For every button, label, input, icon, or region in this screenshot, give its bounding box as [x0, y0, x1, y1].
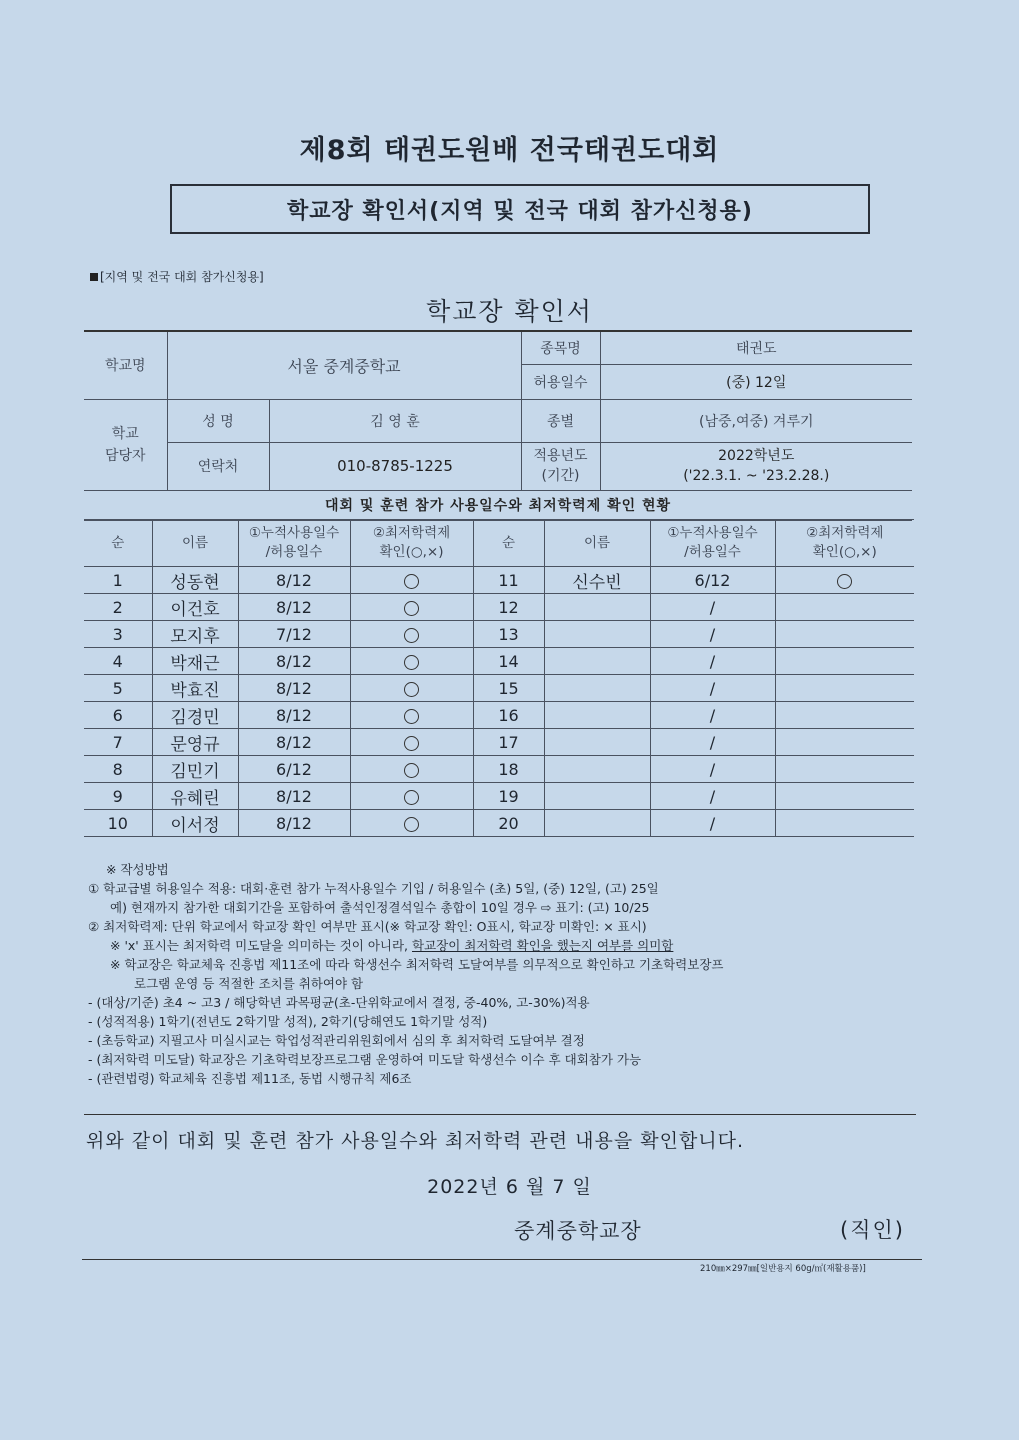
confirm-mark: [775, 675, 914, 702]
days-used: /: [650, 594, 775, 621]
row-no: 15: [473, 675, 544, 702]
header-no: 순: [84, 520, 152, 567]
confirm-mark: [775, 567, 914, 594]
days-used: 7/12: [238, 621, 350, 648]
detail-3: - (초등학교) 지필고사 미실시교는 학업성적관리위원회에서 심의 후 최저학력 도달여부 결정: [88, 1033, 585, 1048]
school-label: 학교명: [84, 331, 167, 399]
row-no: 4: [84, 648, 152, 675]
student-name: [544, 594, 650, 621]
detail-2: - (성적적용) 1학기(전년도 2학기말 성적), 2학기(당해연도 1학기말 성적): [88, 1014, 488, 1029]
row-no: 7: [84, 729, 152, 756]
allowed-days-label: 허용일수: [521, 364, 600, 399]
confirm-mark: [350, 702, 473, 729]
row-no: 2: [84, 594, 152, 621]
note-2a: [88, 936, 928, 955]
student-name: [544, 675, 650, 702]
confirm-mark: [775, 621, 914, 648]
circle-mark-icon: [404, 736, 419, 751]
confirm-mark: [350, 783, 473, 810]
circle-mark-icon: [404, 682, 419, 697]
name-value: 김 영 훈: [269, 399, 521, 442]
confirm-mark: [775, 783, 914, 810]
note-2b: ※ 학교장은 학교체육 진흥법 제11조에 따라 학생선수 최저학력 도달여부를 의무적으로 확인하고 기초학력보장프: [110, 957, 724, 972]
header-name-2: 이름: [544, 520, 650, 567]
row-no: 14: [473, 648, 544, 675]
table-row: [84, 594, 914, 621]
confirm-mark: [775, 594, 914, 621]
row-no: 16: [473, 702, 544, 729]
days-used: /: [650, 675, 775, 702]
confirm-mark: [350, 729, 473, 756]
confirm-mark: [775, 756, 914, 783]
note-2b-cont: 로그램 운영 등 적절한 조치를 취하여야 함: [134, 976, 364, 991]
confirm-mark: [775, 729, 914, 756]
circle-mark-icon: [404, 574, 419, 589]
row-no: 17: [473, 729, 544, 756]
paper-spec: 210㎜×297㎜[일반용지 60g/㎡(재활용품)]: [700, 1264, 866, 1274]
student-name: [544, 783, 650, 810]
row-no: 18: [473, 756, 544, 783]
divider: [84, 1114, 916, 1115]
circle-mark-icon: [404, 601, 419, 616]
table-row: [84, 702, 914, 729]
header-confirm-2: ②최저학력제 확인(○,×): [775, 520, 914, 567]
student-name: 김민기: [152, 756, 238, 783]
student-name: 이서정: [152, 810, 238, 837]
student-name: 이건호: [152, 594, 238, 621]
student-name: 박재근: [152, 648, 238, 675]
period-value: ('22.3.1. ~ '23.2.28.): [683, 468, 830, 484]
confirm-mark: [350, 594, 473, 621]
student-name: 김경민: [152, 702, 238, 729]
student-name: 박효진: [152, 675, 238, 702]
days-used: /: [650, 621, 775, 648]
document-title: 제8회 태권도원배 전국태권도대회: [299, 135, 720, 166]
event-label: 종목명: [521, 331, 600, 364]
allowed-days-value: (중) 12일: [600, 364, 912, 399]
name-label: 성 명: [167, 399, 269, 442]
row-no: 8: [84, 756, 152, 783]
student-name: 문영규: [152, 729, 238, 756]
detail-4: - (최저학력 미도달) 학교장은 기초학력보장프로그램 운영하여 미도달 학생선수 이수 후 대회참가 가능: [88, 1052, 642, 1067]
student-name: [544, 702, 650, 729]
row-no: 6: [84, 702, 152, 729]
days-used: 8/12: [238, 810, 350, 837]
school-value: 서울 중계중학교: [167, 331, 521, 399]
confirm-mark: [350, 648, 473, 675]
note-2a-prefix: ※ 'x' 표시는 최저학력 미도달을 의미하는 것이 아니라,: [110, 938, 413, 953]
days-used: /: [650, 702, 775, 729]
note-1: ① 학교급별 허용일수 적용: 대회·훈련 참가 누적사용일수 기입 / 허용일수 (초) 5일, (중) 12일, (고) 25일: [88, 881, 659, 896]
circle-mark-icon: [404, 763, 419, 778]
square-bullet-icon: [90, 273, 98, 281]
notes-heading: ※ 작성방법: [106, 862, 169, 877]
status-title: 대회 및 훈련 참가 사용일수와 최저학력제 확인 현황: [84, 490, 912, 520]
circle-mark-icon: [404, 817, 419, 832]
detail-5: - (관련법령) 학교체육 진흥법 제11조, 동법 시행규칙 제6조: [88, 1071, 412, 1086]
table-row: [84, 810, 914, 837]
table-row: [84, 729, 914, 756]
confirm-mark: [350, 567, 473, 594]
days-used: /: [650, 783, 775, 810]
row-no: 20: [473, 810, 544, 837]
table-row: [84, 783, 914, 810]
confirm-mark: [350, 621, 473, 648]
header-name: 이름: [152, 520, 238, 567]
event-value: 태권도: [600, 331, 912, 364]
days-used: 8/12: [238, 648, 350, 675]
confirm-mark: [350, 675, 473, 702]
table-row: [84, 675, 914, 702]
table-row: [84, 621, 914, 648]
student-name: [544, 756, 650, 783]
date-text: 2022년 6 월 7 일: [427, 1176, 592, 1198]
manager-label: 학교 담당자: [84, 399, 167, 490]
student-name: [544, 621, 650, 648]
days-used: 8/12: [238, 783, 350, 810]
row-no: 13: [473, 621, 544, 648]
principal-name: 중계중학교장: [514, 1219, 642, 1243]
row-no: 9: [84, 783, 152, 810]
days-used: /: [650, 648, 775, 675]
days-used: /: [650, 810, 775, 837]
confirm-mark: [350, 756, 473, 783]
row-no: 10: [84, 810, 152, 837]
row-no: 19: [473, 783, 544, 810]
days-used: 8/12: [238, 702, 350, 729]
confirm-mark: [350, 810, 473, 837]
confirm-mark: [775, 648, 914, 675]
note-2: ② 최저학력제: 단위 학교에서 학교장 확인 여부만 표시(※ 학교장 확인: O표시, 학교장 미확인: × 표시): [88, 919, 647, 934]
student-name: [544, 729, 650, 756]
contact-label: 연락처: [167, 442, 269, 490]
circle-mark-icon: [404, 628, 419, 643]
year-label: 적용년도 (기간): [521, 442, 600, 490]
row-no: 3: [84, 621, 152, 648]
row-no: 5: [84, 675, 152, 702]
table-row: [84, 756, 914, 783]
circle-mark-icon: [404, 790, 419, 805]
student-name: [544, 810, 650, 837]
days-used: 8/12: [238, 594, 350, 621]
status-table: [84, 519, 914, 837]
days-used: /: [650, 756, 775, 783]
type-value: (남중,여중) 겨루기: [600, 399, 912, 442]
days-used: 8/12: [238, 675, 350, 702]
days-used: 6/12: [650, 567, 775, 594]
days-used: 8/12: [238, 567, 350, 594]
form-title: 학교장 확인서: [426, 297, 593, 326]
form-tag: [90, 268, 264, 285]
days-used: 6/12: [238, 756, 350, 783]
student-name: 유혜린: [152, 783, 238, 810]
table-row: [84, 567, 914, 594]
student-name: [544, 648, 650, 675]
note-1-example: 예) 현재까지 참가한 대회기간을 포함하여 출석인정결석일수 총합이 10일 경우 ⇨ 표기: (고) 10/25: [110, 900, 650, 915]
document-subtitle: 학교장 확인서(지역 및 전국 대회 참가신청용): [170, 184, 870, 234]
info-table: [84, 330, 912, 521]
table-row: [84, 648, 914, 675]
row-no: 11: [473, 567, 544, 594]
row-no: 12: [473, 594, 544, 621]
circle-mark-icon: [404, 655, 419, 670]
confirmation-text: 위와 같이 대회 및 훈련 참가 사용일수와 최저학력 관련 내용을 확인합니다.: [86, 1130, 745, 1152]
writing-instructions: [88, 860, 928, 1088]
form-tag-text: [지역 및 전국 대회 참가신청용]: [100, 270, 264, 284]
official-seal-label: (직인): [840, 1218, 905, 1242]
days-used: 8/12: [238, 729, 350, 756]
confirm-mark: [775, 702, 914, 729]
contact-value: 010-8785-1225: [269, 442, 521, 490]
confirm-mark: [775, 810, 914, 837]
year-value: 2022학년도: [718, 448, 795, 464]
header-confirm: ②최저학력제 확인(○,×): [350, 520, 473, 567]
type-label: 종별: [521, 399, 600, 442]
header-days: ①누적사용일수 /허용일수: [238, 520, 350, 567]
note-2a-underlined: 학교장이 최저학력 확인을 했는지 여부를 의미함: [412, 938, 674, 953]
days-used: /: [650, 729, 775, 756]
header-days-2: ①누적사용일수 /허용일수: [650, 520, 775, 567]
row-no: 1: [84, 567, 152, 594]
header-no-2: 순: [473, 520, 544, 567]
detail-1: - (대상/기준) 초4 ~ 고3 / 해당학년 과목평균(초-단위학교에서 결정, 중-40%, 고-30%)적용: [88, 995, 590, 1010]
student-name: 성동현: [152, 567, 238, 594]
student-name: 모지후: [152, 621, 238, 648]
circle-mark-icon: [837, 574, 852, 589]
bottom-divider: [82, 1259, 922, 1260]
circle-mark-icon: [404, 709, 419, 724]
student-name: 신수빈: [544, 567, 650, 594]
